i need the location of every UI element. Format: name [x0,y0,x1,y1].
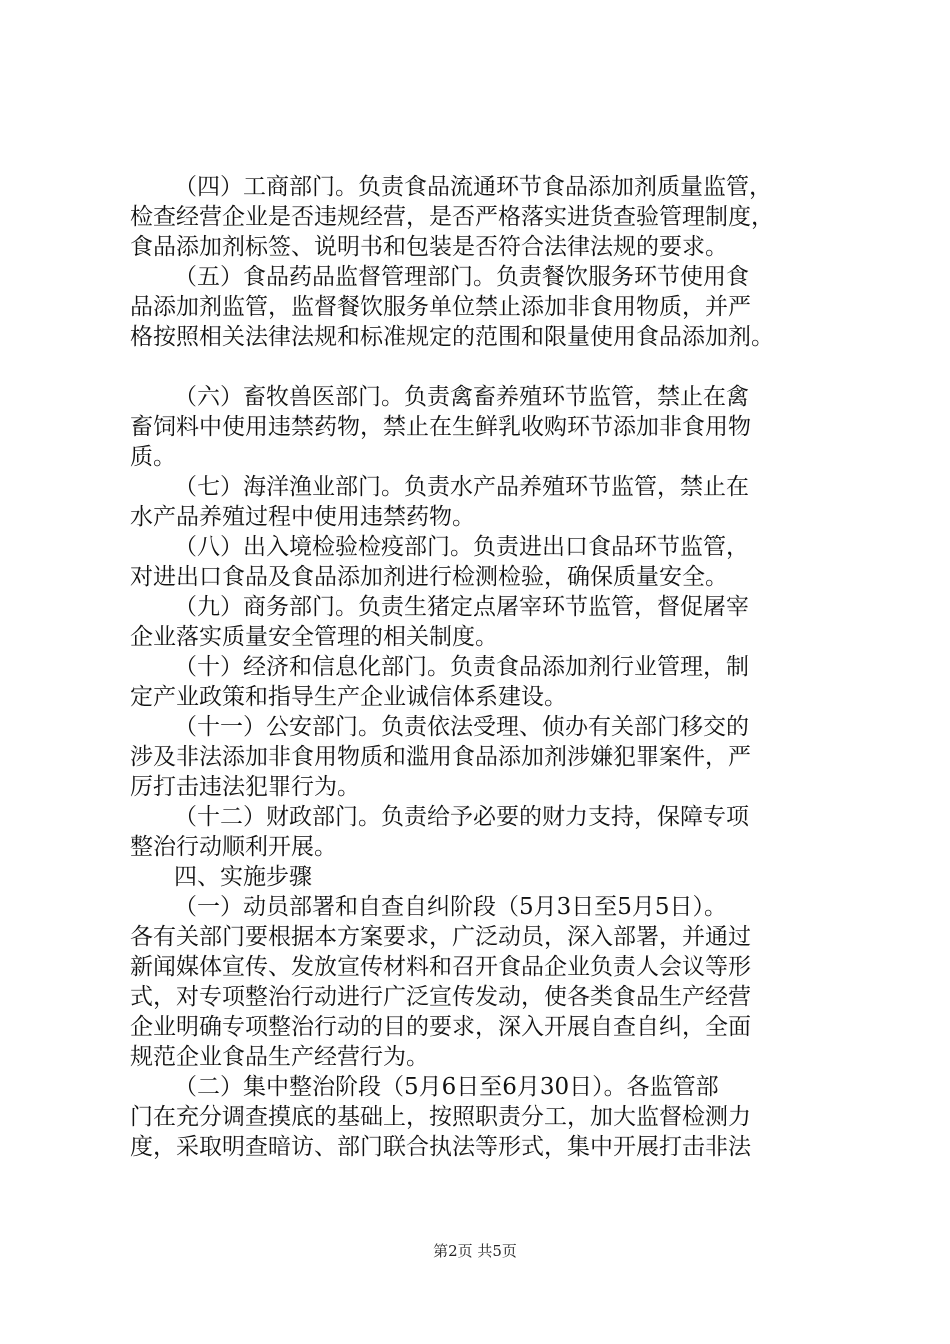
paragraph-line: （二）集中整治阶段（5月6日至6月30日）。各监管部 [174,1074,719,1100]
paragraph-line: 格按照相关法律法规和标准规定的范围和限量使用食品添加剂。 [130,324,774,350]
section-heading: 四、实施步骤 [174,864,312,890]
paragraph-line: （七）海洋渔业部门。负责水产品养殖环节监管，禁止在 [174,474,749,500]
paragraph-line: 品添加剂监管，监督餐饮服务单位禁止添加非食用物质，并严 [130,294,751,320]
document-body [130,172,834,1162]
page-number-footer: 第2页 共5页 [433,1242,517,1260]
paragraph-line: 涉及非法添加非食用物质和滥用食品添加剂涉嫌犯罪案件，严 [130,744,751,770]
paragraph-line: （十）经济和信息化部门。负责食品添加剂行业管理，制 [174,654,749,680]
paragraph-line: （十一）公安部门。负责依法受理、侦办有关部门移交的 [174,714,749,740]
paragraph-line: 新闻媒体宣传、发放宣传材料和召开食品企业负责人会议等形 [130,954,751,980]
paragraph-line: 畜饲料中使用违禁药物，禁止在生鲜乳收购环节添加非食用物 [130,414,751,440]
paragraph-line: 各有关部门要根据本方案要求，广泛动员，深入部署，并通过 [130,924,751,950]
paragraph-line: 厉打击违法犯罪行为。 [130,774,360,800]
paragraph-line: 度，采取明查暗访、部门联合执法等形式，集中开展打击非法 [130,1134,751,1160]
paragraph-line: 质。 [130,444,176,470]
paragraph-line: 检查经营企业是否违规经营，是否严格落实进货查验管理制度， [130,204,774,230]
paragraph-line: 食品添加剂标签、说明书和包装是否符合法律法规的要求。 [130,234,728,260]
paragraph-line: 企业落实质量安全管理的相关制度。 [130,624,498,650]
paragraph-line: 水产品养殖过程中使用违禁药物。 [130,504,475,530]
paragraph-line: 对进出口食品及食品添加剂进行检测检验，确保质量安全。 [130,564,728,590]
paragraph-line: （一）动员部署和自查自纠阶段（5月3日至5月5日）。 [174,894,728,920]
paragraph-line: （四）工商部门。负责食品流通环节食品添加剂质量监管， [174,174,772,200]
paragraph-line: 式，对专项整治行动进行广泛宣传发动，使各类食品生产经营 [130,984,751,1010]
paragraph-line: 定产业政策和指导生产企业诚信体系建设。 [130,684,567,710]
paragraph-line: （十二）财政部门。负责给予必要的财力支持，保障专项 [174,804,749,830]
paragraph-spacer [130,352,834,382]
paragraph-line: 规范企业食品生产经营行为。 [130,1044,429,1070]
paragraph-line: （九）商务部门。负责生猪定点屠宰环节监管，督促屠宰 [174,594,749,620]
paragraph-line: （六）畜牧兽医部门。负责禽畜养殖环节监管，禁止在禽 [174,384,749,410]
paragraph-line: 企业明确专项整治行动的目的要求，深入开展自查自纠，全面 [130,1014,751,1040]
paragraph-line: 整治行动顺利开展。 [130,834,337,860]
paragraph-line: 门在充分调查摸底的基础上，按照职责分工，加大监督检测力 [130,1104,751,1130]
paragraph-line: （八）出入境检验检疫部门。负责进出口食品环节监管， [174,534,749,560]
paragraph-line: （五）食品药品监督管理部门。负责餐饮服务环节使用食 [174,264,749,290]
